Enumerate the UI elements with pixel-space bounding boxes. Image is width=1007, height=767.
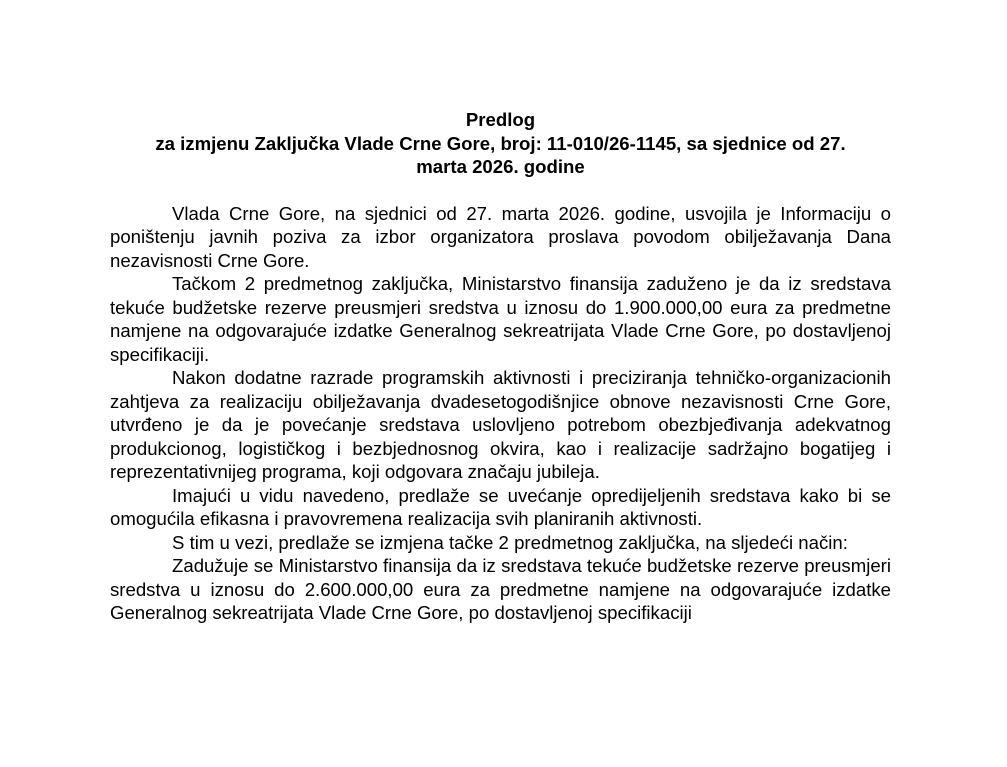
document-title (110, 108, 891, 179)
title-line-subject: za izmjenu Zaključka Vlade Crne Gore, broj: 11-010/26-1145, sa sjednice od 27. (155, 132, 846, 154)
paragraph-proposal-increase: Imajući u vidu navedeno, predlaže se uvećanje opredijeljenih sredstava kako bi se omogućila efikasna i pravovremena realizacija svih planiranih aktivnosti. (110, 484, 891, 529)
paragraph-amendment-intro: S tim u vezi, predlaže se izmjena tačke 2 predmetnog zaključka, na sljedeći način: (172, 531, 848, 553)
paragraph-original-allocation: Tačkom 2 predmetnog zaključka, Ministarstvo finansija zaduženo je da iz sredstava tekuće budžetske rezerve preusmjeri sredstva u iznosu do 1.900.000,00 eura za predmetne namjene na odgovarajuće izdatke Generalnog sekreatrijata Vlade Crne Gore, po dostavljenoj specifikaciji. (110, 273, 891, 365)
paragraph-amended-point: Zadužuje se Ministarstvo finansija da iz sredstava tekuće budžetske rezerve preusmjeri sredstva u iznosu do 2.600.000,00 eura za predmetne namjene na odgovarajuće izdatke Generalnog sekreatrijata Vlade Crne Gore, po dostavljenoj specifikaciji (110, 555, 891, 623)
title-line-date: marta 2026. godine (416, 156, 585, 177)
paragraph-justification: Nakon dodatne razrade programskih aktivnosti i preciziranja tehničko-organizacionih zahtjeva za realizaciju obilježavanja dvadesetogodišnjice obnove nezavisnosti Crne Gore, utvrđeno je da je povećanje sredstava uslovljeno potrebom obezbjeđivanja adekvatnog produkcionog, logističkog i bezbjednosnog okvira, kao i realizacije sadržajno bogatijeg i reprezentativnijeg programa, koji odgovara značaju jubileja. (110, 367, 891, 482)
document-page (110, 108, 891, 625)
paragraph-government-session: Vlada Crne Gore, na sjednici od 27. marta 2026. godine, usvojila je Informaciju o poništenju javnih poziva za izbor organizatora proslava povodom obilježavanja Dana nezavisnosti Crne Gore. (110, 202, 891, 271)
title-line-predlog: Predlog (465, 109, 536, 130)
document-body (110, 202, 891, 625)
